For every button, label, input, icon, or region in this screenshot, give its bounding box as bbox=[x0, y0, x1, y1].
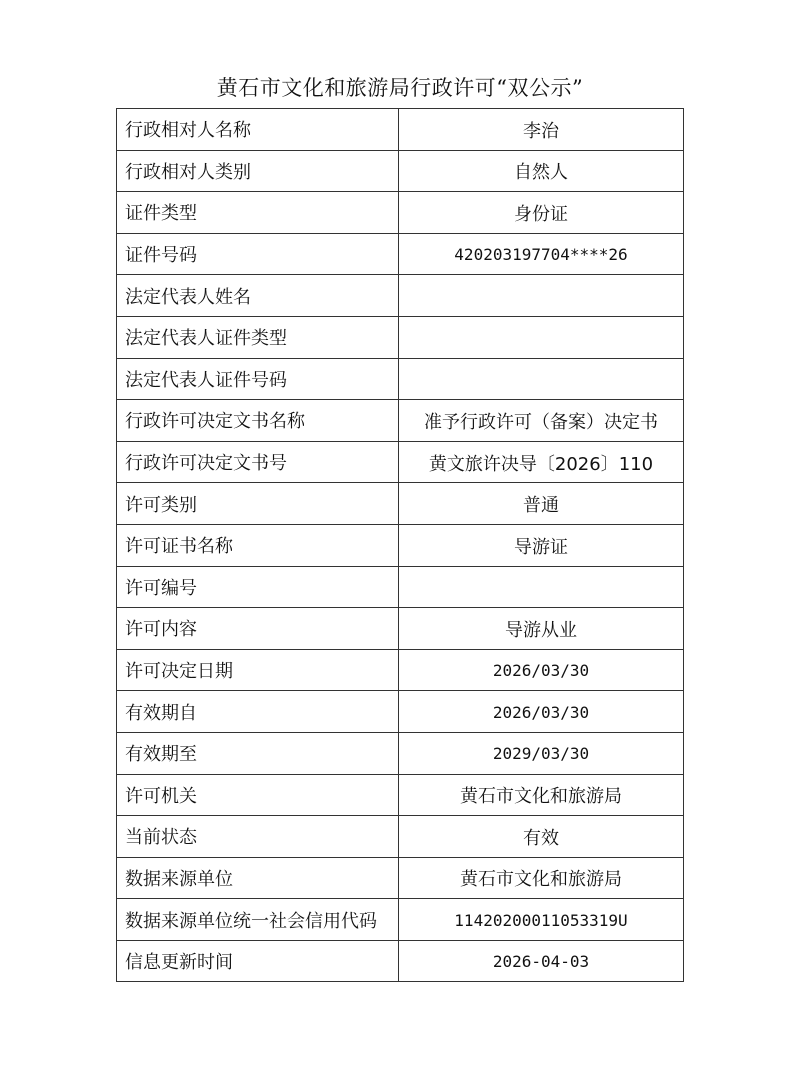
row-value bbox=[399, 316, 684, 358]
table-row bbox=[117, 566, 684, 608]
table-row bbox=[117, 899, 684, 941]
table-row bbox=[117, 400, 684, 442]
row-value: 导游证 bbox=[399, 524, 684, 566]
row-label: 行政许可决定文书号 bbox=[117, 441, 399, 483]
row-label: 行政许可决定文书名称 bbox=[117, 400, 399, 442]
disclosure-table bbox=[116, 108, 684, 982]
row-label: 法定代表人姓名 bbox=[117, 275, 399, 317]
row-value bbox=[399, 566, 684, 608]
table-row bbox=[117, 816, 684, 858]
table-row bbox=[117, 940, 684, 982]
row-value: 导游从业 bbox=[399, 608, 684, 650]
table-row bbox=[117, 109, 684, 151]
row-value: 自然人 bbox=[399, 150, 684, 192]
table-row bbox=[117, 524, 684, 566]
row-value: 身份证 bbox=[399, 192, 684, 234]
row-value: 2026-04-03 bbox=[399, 940, 684, 982]
table-row bbox=[117, 857, 684, 899]
row-label: 法定代表人证件类型 bbox=[117, 316, 399, 358]
row-value: 黄石市文化和旅游局 bbox=[399, 774, 684, 816]
row-label: 许可类别 bbox=[117, 483, 399, 525]
row-value: 有效 bbox=[399, 816, 684, 858]
table-row bbox=[117, 649, 684, 691]
row-label: 当前状态 bbox=[117, 816, 399, 858]
table-row bbox=[117, 483, 684, 525]
table-row bbox=[117, 275, 684, 317]
row-value: 2029/03/30 bbox=[399, 732, 684, 774]
row-value: 普通 bbox=[399, 483, 684, 525]
row-label: 数据来源单位统一社会信用代码 bbox=[117, 899, 399, 941]
table-row bbox=[117, 233, 684, 275]
row-label: 有效期自 bbox=[117, 691, 399, 733]
table-row bbox=[117, 358, 684, 400]
document-title: 黄石市文化和旅游局行政许可“双公示” bbox=[216, 76, 584, 100]
row-value: 420203197704****26 bbox=[399, 233, 684, 275]
row-value bbox=[399, 358, 684, 400]
row-label: 许可编号 bbox=[117, 566, 399, 608]
row-label: 许可内容 bbox=[117, 608, 399, 650]
table-row bbox=[117, 608, 684, 650]
row-label: 有效期至 bbox=[117, 732, 399, 774]
row-label: 数据来源单位 bbox=[117, 857, 399, 899]
row-value bbox=[399, 275, 684, 317]
row-label: 许可证书名称 bbox=[117, 524, 399, 566]
row-label: 行政相对人名称 bbox=[117, 109, 399, 151]
row-value: 2026/03/30 bbox=[399, 649, 684, 691]
row-label: 证件类型 bbox=[117, 192, 399, 234]
row-value: 黄文旅许决导〔2026〕110 bbox=[399, 441, 684, 483]
table-row bbox=[117, 732, 684, 774]
table-row bbox=[117, 150, 684, 192]
row-value: 李治 bbox=[399, 109, 684, 151]
row-label: 法定代表人证件号码 bbox=[117, 358, 399, 400]
row-label: 许可决定日期 bbox=[117, 649, 399, 691]
row-label: 信息更新时间 bbox=[117, 940, 399, 982]
row-value: 11420200011053319U bbox=[399, 899, 684, 941]
row-value: 准予行政许可（备案）决定书 bbox=[399, 400, 684, 442]
table-row bbox=[117, 192, 684, 234]
row-value: 黄石市文化和旅游局 bbox=[399, 857, 684, 899]
row-label: 许可机关 bbox=[117, 774, 399, 816]
table-row bbox=[117, 441, 684, 483]
row-label: 证件号码 bbox=[117, 233, 399, 275]
row-value: 2026/03/30 bbox=[399, 691, 684, 733]
row-label: 行政相对人类别 bbox=[117, 150, 399, 192]
table-row bbox=[117, 774, 684, 816]
table-row bbox=[117, 316, 684, 358]
table-row bbox=[117, 691, 684, 733]
